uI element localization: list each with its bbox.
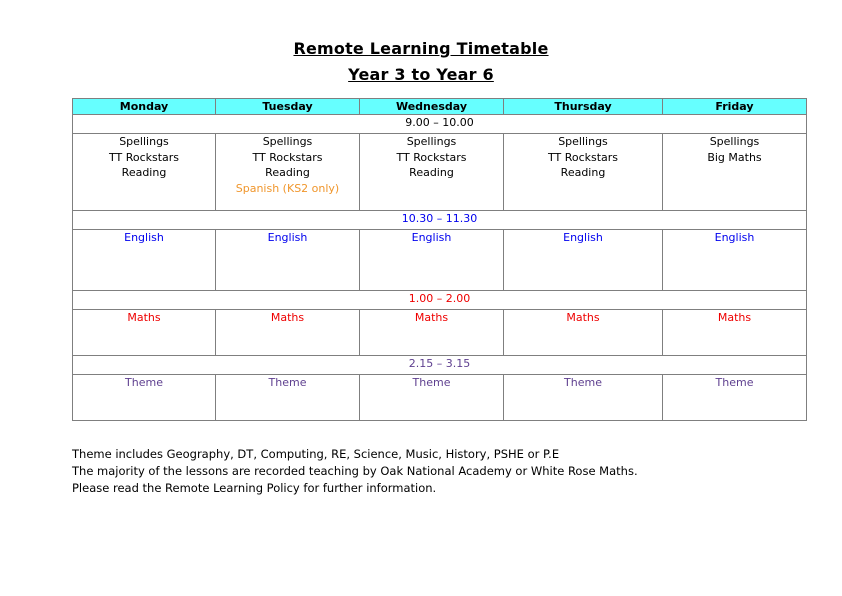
note-theme: Theme includes Geography, DT, Computing, RE, Science, Music, History, PSHE or P.E	[72, 447, 560, 461]
activity: Reading	[560, 166, 606, 179]
activity: TT Rockstars	[252, 150, 323, 164]
activity: TT Rockstars	[547, 150, 619, 164]
activity: Spellings	[558, 135, 608, 148]
activity: Spellings	[262, 135, 313, 148]
day-header-tuesday: Tuesday	[216, 99, 360, 115]
time-row-session3	[73, 291, 807, 310]
cell-english: English	[663, 230, 807, 291]
activity: Reading	[409, 166, 454, 179]
day-header-friday: Friday	[663, 99, 807, 115]
cell-maths: Maths	[216, 310, 360, 356]
note-recordings: The majority of the lessons are recorded teaching by Oak National Academy or White Rose Maths.	[72, 464, 638, 478]
cell-tuesday	[216, 134, 360, 211]
cell-english: English	[360, 230, 504, 291]
cell-maths: Maths	[504, 310, 663, 356]
cell-thursday	[504, 134, 663, 211]
day-header-monday: Monday	[73, 99, 216, 115]
activity: Spellings	[406, 135, 457, 148]
time-row-session4	[73, 356, 807, 375]
activity: Reading	[265, 166, 310, 179]
maths-row	[73, 310, 807, 356]
activity: TT Rockstars	[108, 150, 180, 164]
theme-row	[73, 375, 807, 421]
notes	[72, 446, 638, 497]
morning-row	[73, 134, 807, 211]
activity: TT Rockstars	[396, 150, 467, 164]
activity: Spellings	[119, 135, 169, 148]
activity: Spellings	[709, 135, 760, 148]
time-row-session2	[73, 211, 807, 230]
time-row-session1	[73, 115, 807, 134]
time-label: 9.00 – 10.00	[73, 115, 807, 134]
time-label: 1.00 – 2.00	[73, 291, 807, 310]
cell-english: English	[504, 230, 663, 291]
cell-theme: Theme	[360, 375, 504, 421]
english-row	[73, 230, 807, 291]
page-subtitle: Year 3 to Year 6	[348, 65, 494, 84]
cell-english: English	[216, 230, 360, 291]
day-header-wednesday: Wednesday	[360, 99, 504, 115]
note-policy: Please read the Remote Learning Policy for further information.	[72, 481, 437, 495]
time-label: 2.15 – 3.15	[73, 356, 807, 375]
cell-maths: Maths	[73, 310, 216, 356]
activity-spanish: Spanish (KS2 only)	[235, 181, 340, 195]
activity: Big Maths	[707, 150, 762, 164]
cell-english: English	[73, 230, 216, 291]
cell-friday	[663, 134, 807, 211]
activity: Reading	[121, 166, 167, 179]
cell-maths: Maths	[663, 310, 807, 356]
cell-wednesday	[360, 134, 504, 211]
cell-theme: Theme	[663, 375, 807, 421]
cell-maths: Maths	[360, 310, 504, 356]
timetable	[72, 98, 807, 421]
cell-theme: Theme	[73, 375, 216, 421]
day-header-thursday: Thursday	[504, 99, 663, 115]
cell-monday	[73, 134, 216, 211]
page-title: Remote Learning Timetable	[293, 39, 549, 58]
header-row	[73, 99, 807, 115]
cell-theme: Theme	[504, 375, 663, 421]
time-label: 10.30 – 11.30	[73, 211, 807, 230]
cell-theme: Theme	[216, 375, 360, 421]
